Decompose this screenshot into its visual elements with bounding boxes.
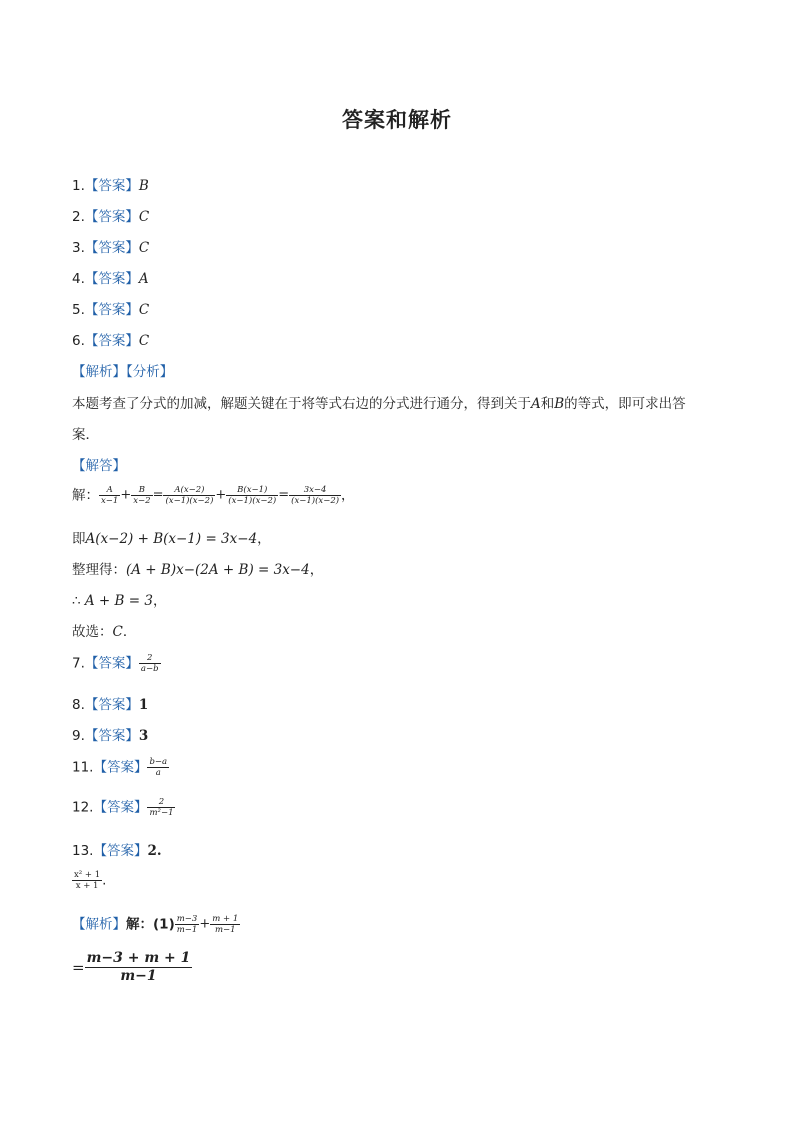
solution-prefix: 故选： xyxy=(72,624,113,640)
answer-value: C xyxy=(138,302,150,318)
answer-tag: 【答案】 xyxy=(93,759,148,776)
analysis-text: 本题考查了分式的加减，解题关键在于将等式右边的分式进行通分，得到关于 xyxy=(72,396,531,412)
numerator: 3x−4 xyxy=(303,485,327,495)
numerator: B(x−1) xyxy=(237,485,268,495)
answer-13 xyxy=(72,842,162,860)
solution-header: 【解答】 xyxy=(72,458,126,474)
fraction xyxy=(289,485,341,506)
numerator: 2 xyxy=(147,653,153,663)
plus-sign: + xyxy=(199,916,211,932)
fraction xyxy=(226,485,278,506)
answer-9 xyxy=(72,727,148,745)
answer-8 xyxy=(72,696,148,714)
comma: ， xyxy=(309,562,324,578)
plus-sign: + xyxy=(215,487,227,503)
answer-6 xyxy=(72,332,149,350)
answer-tag: 【答案】 xyxy=(93,799,148,816)
answer-value: 2. xyxy=(147,843,162,859)
page-title: 答案和解析 xyxy=(342,108,452,132)
answer-12 xyxy=(72,797,175,818)
answer-2 xyxy=(72,208,149,226)
q13-step-line xyxy=(72,950,192,985)
analysis-header: 【解析】【分析】 xyxy=(72,364,174,380)
numerator: m + 1 xyxy=(212,914,239,924)
answer-tag: 【答案】 xyxy=(84,240,139,256)
denominator: m²−1 xyxy=(149,808,174,818)
numerator: x² + 1 xyxy=(74,870,101,880)
answer-number: 11. xyxy=(72,759,94,776)
math-var: A xyxy=(531,396,541,412)
answer-7 xyxy=(72,653,161,674)
answer-value: C xyxy=(138,209,150,225)
comma: ， xyxy=(257,531,271,547)
answer-3 xyxy=(72,239,149,257)
answer-value: 3 xyxy=(138,728,149,744)
analysis-text: 和 xyxy=(540,396,555,412)
answer-number: 4. xyxy=(72,271,85,287)
math-expression: C xyxy=(112,624,123,640)
answer-5 xyxy=(72,301,149,319)
answer-value: B xyxy=(138,178,149,194)
fraction xyxy=(147,797,175,818)
denominator: m−1 xyxy=(210,924,240,935)
denominator: (x−1)(x−2) xyxy=(228,496,277,506)
answer-tag: 【答案】 xyxy=(93,843,148,859)
answer-tag: 【答案】 xyxy=(84,728,139,744)
denominator: x−2 xyxy=(133,496,151,506)
answer-number: 9. xyxy=(72,728,85,744)
fraction xyxy=(72,870,102,891)
denominator: m−1 xyxy=(85,967,193,985)
math-expression: (A + B)x−(2A + B) = 3x−4 xyxy=(126,562,310,578)
denominator: m−1 xyxy=(176,925,198,935)
fraction xyxy=(85,950,193,985)
denominator: a−b xyxy=(140,664,159,674)
denominator: (x−1)(x−2) xyxy=(165,496,214,506)
denominator: x−1 xyxy=(101,496,119,506)
answer-value: C xyxy=(138,240,150,256)
equals-sign: = xyxy=(72,958,85,977)
numerator: A(x−2) xyxy=(174,485,205,495)
q13-fraction-line xyxy=(72,870,106,891)
answer-value: A xyxy=(138,271,149,287)
analysis-text-line1 xyxy=(72,395,686,413)
answer-number: 6. xyxy=(72,333,85,349)
answer-tag: 【答案】 xyxy=(84,178,139,194)
numerator: A xyxy=(106,485,113,495)
therefore-symbol: ∴ xyxy=(72,593,81,609)
solution-prefix: 即 xyxy=(72,531,86,547)
answer-number: 7. xyxy=(72,655,85,672)
solution-prefix: 解：(1) xyxy=(126,916,175,933)
fraction xyxy=(147,757,169,778)
math-expression: A + B = 3 xyxy=(84,593,153,609)
answer-tag: 【答案】 xyxy=(84,655,139,672)
analysis-text-line2: 案． xyxy=(72,427,99,443)
answer-value: 1 xyxy=(138,697,149,713)
answer-tag: 【答案】 xyxy=(84,271,139,287)
answer-1 xyxy=(72,177,149,195)
solution-line-1 xyxy=(72,485,355,506)
answer-4 xyxy=(72,270,149,288)
fraction xyxy=(163,485,215,506)
denominator: (x−1)(x−2) xyxy=(291,496,340,506)
answer-value: C xyxy=(138,333,150,349)
solution-line-5 xyxy=(72,623,136,641)
answer-number: 3. xyxy=(72,240,85,256)
solution-line-2 xyxy=(72,530,271,548)
fraction xyxy=(139,653,161,674)
answer-number: 13. xyxy=(72,843,94,859)
answer-number: 2. xyxy=(72,209,85,225)
answer-number: 12. xyxy=(72,799,94,816)
period: . xyxy=(102,872,107,889)
fraction xyxy=(210,914,240,935)
q13-analysis-line xyxy=(72,914,240,935)
answer-number: 1. xyxy=(72,178,85,194)
solution-line-3 xyxy=(72,561,323,579)
answer-tag: 【答案】 xyxy=(84,209,139,225)
fraction xyxy=(175,914,200,935)
numerator: 2 xyxy=(158,797,165,807)
analysis-text: 的等式，即可求出答 xyxy=(564,396,686,412)
denominator: a xyxy=(147,767,169,778)
comma: ， xyxy=(152,593,167,609)
equals-sign: = xyxy=(152,487,164,503)
numerator: B xyxy=(138,485,146,495)
numerator: m−3 xyxy=(176,914,198,924)
fraction xyxy=(99,485,120,506)
fraction xyxy=(131,485,152,506)
math-var: B xyxy=(554,396,565,412)
answer-tag: 【答案】 xyxy=(84,302,139,318)
answer-number: 8. xyxy=(72,697,85,713)
solution-line-4 xyxy=(72,592,166,610)
numerator: b−a xyxy=(149,757,168,767)
answer-tag: 【答案】 xyxy=(84,697,139,713)
numerator: m−3 + m + 1 xyxy=(86,950,191,966)
period: ． xyxy=(122,624,137,640)
solution-prefix: 整理得： xyxy=(72,562,126,578)
comma: ， xyxy=(341,487,355,504)
denominator: x + 1 xyxy=(72,880,102,891)
analysis-tag: 【解析】 xyxy=(72,916,126,933)
solution-prefix: 解： xyxy=(72,487,99,504)
equals-sign: = xyxy=(278,487,290,503)
math-expression: A(x−2) + B(x−1) = 3x−4 xyxy=(85,531,258,547)
plus-sign: + xyxy=(120,487,132,503)
answer-11 xyxy=(72,757,169,778)
answer-tag: 【答案】 xyxy=(84,333,139,349)
answer-number: 5. xyxy=(72,302,85,318)
